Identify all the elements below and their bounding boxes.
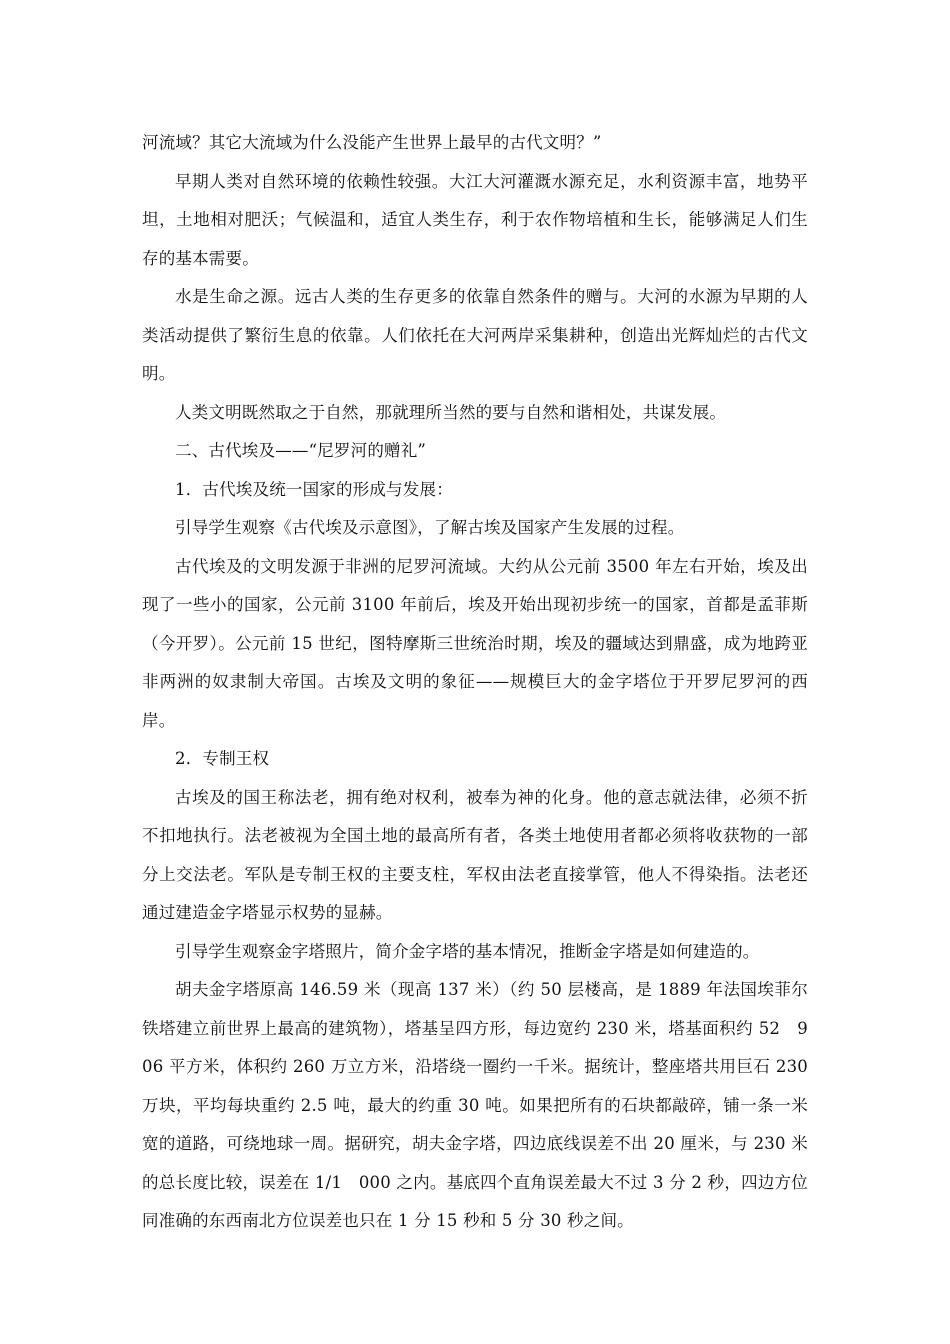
paragraph-continuation: 河流域？其它大流域为什么没能产生世界上最早的古代文明？” [142,133,602,152]
subheading-autocratic-power: 2．专制王权 [175,749,270,768]
document-body [142,124,808,1241]
paragraph-egypt-history: 古代埃及的文明发源于非洲的尼罗河流域。大约从公元前 3500 年左右开始，埃及出现了一些小的国家，公元前 3100 年前后，埃及开始出现初步统一的国家，首都是孟菲斯（今开罗）。公元前 15 世纪，图特摩斯三世统治时期，埃及的疆域达到鼎盛，成为地跨亚非两洲的奴隶制大帝国。古埃及文明的象征——规模巨大的金字塔位于开罗尼罗河的西岸。 [142,556,808,730]
paragraph-observe-map: 引导学生观察《古代埃及示意图》，了解古埃及国家产生发展的过程。 [175,518,685,537]
paragraph-observe-pyramid: 引导学生观察金字塔照片，简介金字塔的基本情况，推断金字塔是如何建造的。 [175,941,760,961]
paragraph-pharaoh: 古埃及的国王称法老，拥有绝对权利，被奉为神的化身。他的意志就法律，必须不折不扣地执行。法老被视为全国土地的最高所有者，各类土地使用者都必须将收获物的一部分上交法老。军队是专制王权的主要支柱，军权由法老直接掌管，他人不得染指。法老还通过建造金字塔显示权势的显赫。 [142,787,808,922]
paragraph-harmony-nature: 人类文明既然取之于自然，那就理所当然的要与自然和谐相处，共谋发展。 [175,402,727,422]
paragraph-water-source: 水是生命之源。远古人类的生存更多的依靠自然条件的赠与。大河的水源为早期的人类活动提供了繁衍生息的依靠。人们依托在大河两岸采集耕种，创造出光辉灿烂的古代文明。 [142,287,808,383]
paragraph-khufu-pyramid: 胡夫金字塔原高 146.59 米（现高 137 米）（约 50 层楼高，是 1889 年法国埃菲尔铁塔建立前世界上最高的建筑物），塔基呈四方形，每边宽约 230 米，塔基面积约 52 906 平方米，体积约 260 万立方米，沿塔绕一圈约一千米。据统计，整座塔共用巨石 230 万块，平均每块重约 2.5 吨，最大的约重 30 吨。如果把所有的石块都敲碎，铺一条一米宽的道路，可绕地球一周。据研究，胡夫金字塔，四边底线误差不出 20 厘米，与 230 米的总长度比较，误差在 1/1 000 之内。基底四个直角误差最大不过 3 分 2 秒，四边方位同准确的东西南北方位误差也只在 1 分 15 秒和 5 分 30 秒之间。 [142,980,808,1230]
paragraph-early-humans: 早期人类对自然环境的依赖性较强。大江大河灌溉水源充足，水利资源丰富，地势平坦，土地相对肥沃；气候温和，适宜人类生存，利于农作物培植和生长，能够满足人们生存的基本需要。 [142,171,808,268]
section-heading-ancient-egypt: 二、古代埃及——“尼罗河的赠礼” [175,441,427,460]
subheading-unified-state: 1．古代埃及统一国家的形成与发展： [175,479,453,499]
